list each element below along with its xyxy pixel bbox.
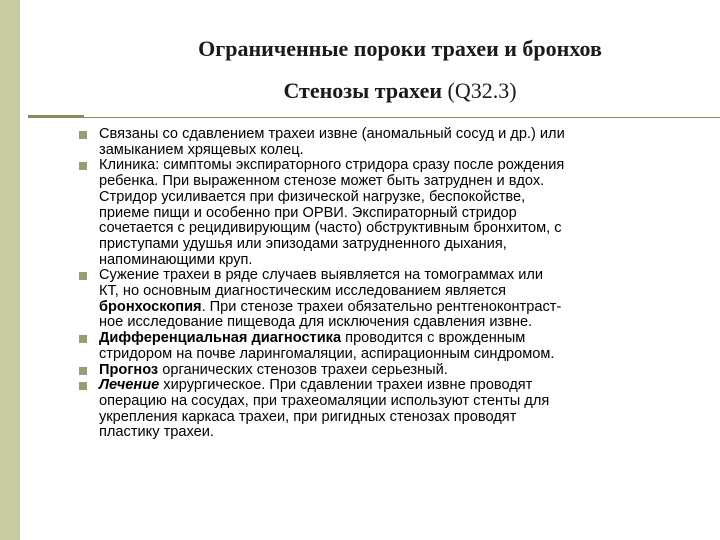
- prognosis-term: Прогноз: [99, 361, 159, 378]
- bullet-line: сочетается с рецидивирующим (часто) обструктивным бронхитом, с: [99, 220, 562, 237]
- bullet-item: [78, 378, 693, 441]
- bullet-square-icon: [79, 367, 87, 375]
- bullet-line: [99, 331, 693, 347]
- bullet-line: напоминающими круп.: [99, 251, 253, 268]
- bullet-line: Стридор усиливается при физической нагрузке, беспокойстве,: [99, 188, 526, 205]
- bullet-line: Связаны со сдавлением трахеи извне (аномальный сосуд и др.) или: [99, 126, 565, 142]
- side-decor-bar: [0, 0, 20, 540]
- bullet-item: [78, 331, 693, 362]
- bullet-square-icon: [79, 272, 87, 280]
- subtitle-text: Стенозы трахеи: [283, 78, 448, 103]
- bullet-square-icon: [79, 131, 87, 139]
- bullet-text: хирургическое. При сдавлении трахеи извне проводят: [159, 377, 533, 394]
- bullet-item: [78, 268, 693, 331]
- bullet-line: КТ, но основным диагностическим исследованием является: [99, 283, 507, 300]
- bullet-list: [78, 127, 693, 441]
- bullet-line: укрепления каркаса трахеи, при ригидных стенозах проводят: [99, 408, 517, 425]
- bullet-line: операцию на сосудах, при трахеомаляции используют стенты для: [99, 392, 550, 409]
- title-divider-accent: [28, 115, 84, 118]
- bullet-line: Сужение трахеи в ряде случаев выявляется на томограммах или: [99, 267, 544, 284]
- bullet-text: проводится с врожденным: [341, 330, 526, 347]
- differential-diagnosis-term: Дифференциальная диагностика: [99, 330, 342, 347]
- bullet-line: приеме пищи и особенно при ОРВИ. Экспираторный стридор: [99, 204, 517, 221]
- bullet-line: [99, 363, 693, 379]
- subtitle-code: (Q32.3): [447, 78, 517, 103]
- bullet-square-icon: [79, 162, 87, 170]
- slide-subtitle: [80, 78, 720, 104]
- bullet-square-icon: [79, 382, 87, 390]
- bullet-text: органических стенозов трахеи серьезный.: [158, 361, 448, 378]
- title-divider: [28, 117, 720, 118]
- bullet-item: [78, 363, 693, 379]
- bullet-line: приступами удушья или эпизодами затрудненного дыхания,: [99, 235, 507, 252]
- bullet-line: пластику трахеи.: [99, 424, 214, 441]
- bullet-text: . При стенозе трахеи обязательно рентгеноконтраст-: [201, 298, 562, 315]
- slide-title: Ограниченные пороки трахеи и бронхов: [198, 36, 602, 61]
- bullet-item: [78, 158, 693, 268]
- bullet-line: ное исследование пищевода для исключения сдавления извне.: [99, 314, 533, 331]
- bullet-line: ребенка. При выраженном стенозе может быть затруднен и вдох.: [99, 173, 545, 190]
- bronchoscopy-term: бронхоскопия: [99, 298, 202, 315]
- bullet-line: стридором на почве ларингомаляции, аспирационным синдромом.: [99, 345, 555, 362]
- bullet-square-icon: [79, 335, 87, 343]
- bullet-line: замыканием хрящевых колец.: [99, 141, 304, 158]
- bullet-line: [99, 378, 693, 394]
- bullet-line: [99, 300, 693, 316]
- treatment-term: Лечение: [99, 377, 160, 394]
- bullet-item: [78, 127, 693, 158]
- bullet-line: Клиника: симптомы экспираторного стридора сразу после рождения: [99, 157, 565, 174]
